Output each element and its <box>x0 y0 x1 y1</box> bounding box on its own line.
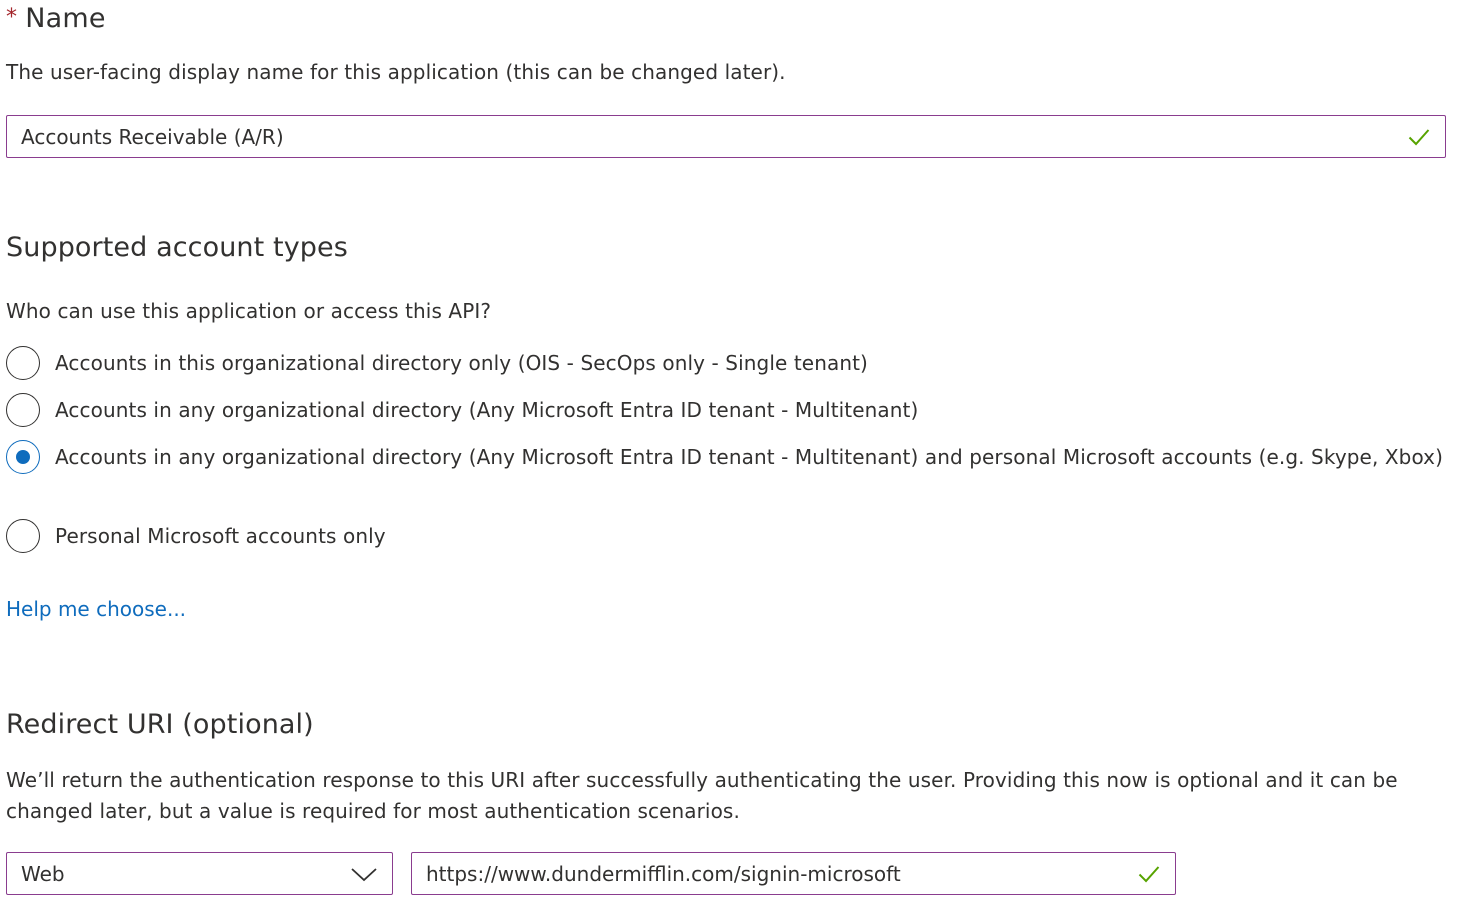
name-description: The user-facing display name for this application (this can be changed later). <box>6 60 786 84</box>
name-heading-text: Name <box>25 3 106 34</box>
redirect-uri-description: We’ll return the authentication response to this URI after successfully authenticating the user. Providing this now is optional and it can be changed later, but a value is required for most authentication scenarios. <box>6 768 1398 823</box>
name-heading <box>6 3 106 34</box>
account-types-heading: Supported account types <box>6 232 348 263</box>
radio-label[interactable]: Accounts in this organizational directory only (OIS - SecOps only - Single tenant) <box>55 351 868 375</box>
redirect-uri-input[interactable] <box>411 852 1176 895</box>
name-input[interactable] <box>6 115 1446 158</box>
redirect-uri-input-value[interactable]: https://www.dundermifflin.com/signin-microsoft <box>426 861 901 886</box>
name-input-value[interactable]: Accounts Receivable (A/R) <box>21 124 284 149</box>
radio-button[interactable] <box>6 393 40 427</box>
account-type-option-personal-only[interactable] <box>6 521 1446 553</box>
account-type-option-multitenant-personal[interactable] <box>6 442 1446 474</box>
checkmark-icon <box>1407 125 1431 149</box>
radio-selected-dot <box>16 450 30 464</box>
radio-label[interactable]: Accounts in any organizational directory (Any Microsoft Entra ID tenant - Multitenant) and personal Microsoft accounts (e.g. Skype, Xbox) <box>55 445 1444 469</box>
redirect-uri-heading: Redirect URI (optional) <box>6 709 314 740</box>
chevron-down-icon[interactable] <box>350 864 378 884</box>
help-me-choose-link[interactable]: Help me choose... <box>6 597 187 621</box>
required-marker: * <box>6 5 18 30</box>
radio-button[interactable] <box>6 346 40 380</box>
radio-button-selected[interactable] <box>6 440 40 474</box>
platform-select-value[interactable]: Web <box>21 861 65 886</box>
radio-button[interactable] <box>6 519 40 553</box>
radio-label[interactable]: Accounts in any organizational directory (Any Microsoft Entra ID tenant - Multitenant) <box>55 398 919 422</box>
account-type-option-multitenant[interactable] <box>6 395 1446 427</box>
radio-label[interactable]: Personal Microsoft accounts only <box>55 524 386 548</box>
account-types-question: Who can use this application or access this API? <box>6 299 492 323</box>
account-type-option-single-tenant[interactable] <box>6 348 1446 380</box>
platform-select[interactable] <box>6 852 393 895</box>
checkmark-icon <box>1137 862 1161 886</box>
